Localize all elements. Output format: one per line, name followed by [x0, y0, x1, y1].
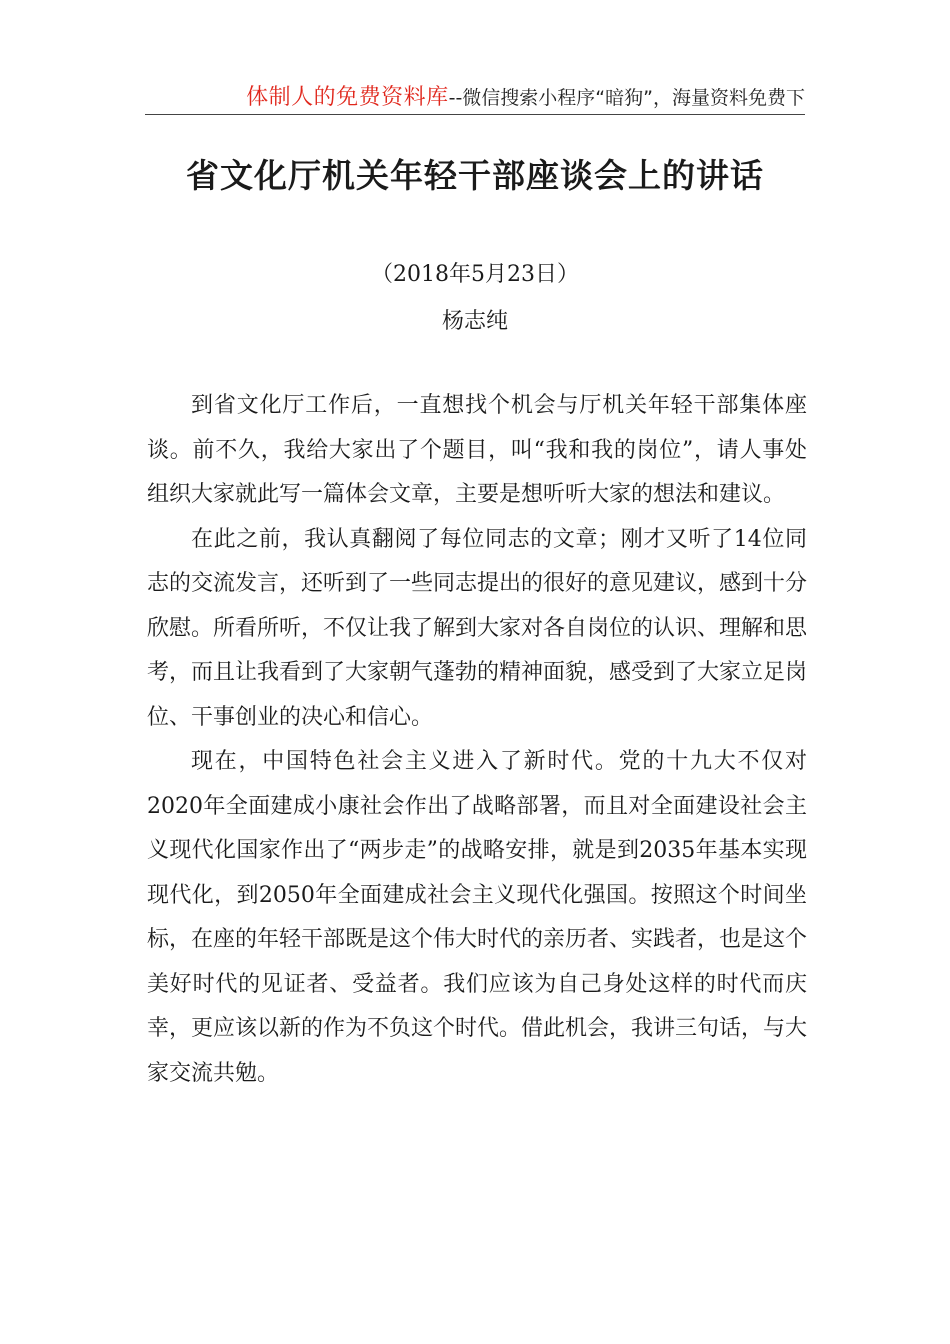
- document-body: [147, 384, 807, 1096]
- document-title: 省文化厅机关年轻干部座谈会上的讲话: [186, 156, 764, 195]
- paragraph: 在此之前，我认真翻阅了每位同志的文章；刚才又听了14位同志的交流发言，还听到了一些同志提出的很好的意见建议，感到十分欣慰。所看所听，不仅让我了解到大家对各自岗位的认识、理解和思考，而且让我看到了大家朝气蓬勃的精神面貌，感受到了大家立足岗位、干事创业的决心和信心。: [147, 526, 808, 730]
- document-author: 杨志纯: [441, 309, 508, 334]
- paragraph: 现在，中国特色社会主义进入了新时代。党的十九大不仅对2020年全面建成小康社会作出了战略部署，而且对全面建设社会主义现代化国家作出了“两步走”的战略安排，就是到2035年基本实现现代化，到2050年全面建成社会主义现代化强国。按照这个时间坐标，在座的年轻干部既是这个伟大时代的亲历者、实践者，也是这个美好时代的见证者、受益者。我们应该为自己身处这样的时代而庆幸，更应该以新的作为不负这个时代。借此机会，我讲三句话，与大家交流共勉。: [147, 749, 808, 1086]
- watermark-header: [145, 80, 805, 115]
- header-tagline: --微信搜索小程序“暗狗”，海量资料免费下: [448, 87, 805, 109]
- paragraph: 到省文化厅工作后，一直想找个机会与厅机关年轻干部集体座谈。前不久，我给大家出了个题目，叫“我和我的岗位”，请人事处组织大家就此写一篇体会文章，主要是想听听大家的想法和建议。: [147, 393, 807, 507]
- document-date: （2018年5月23日）: [371, 262, 579, 287]
- header-brand: 体制人的免费资料库: [246, 85, 449, 110]
